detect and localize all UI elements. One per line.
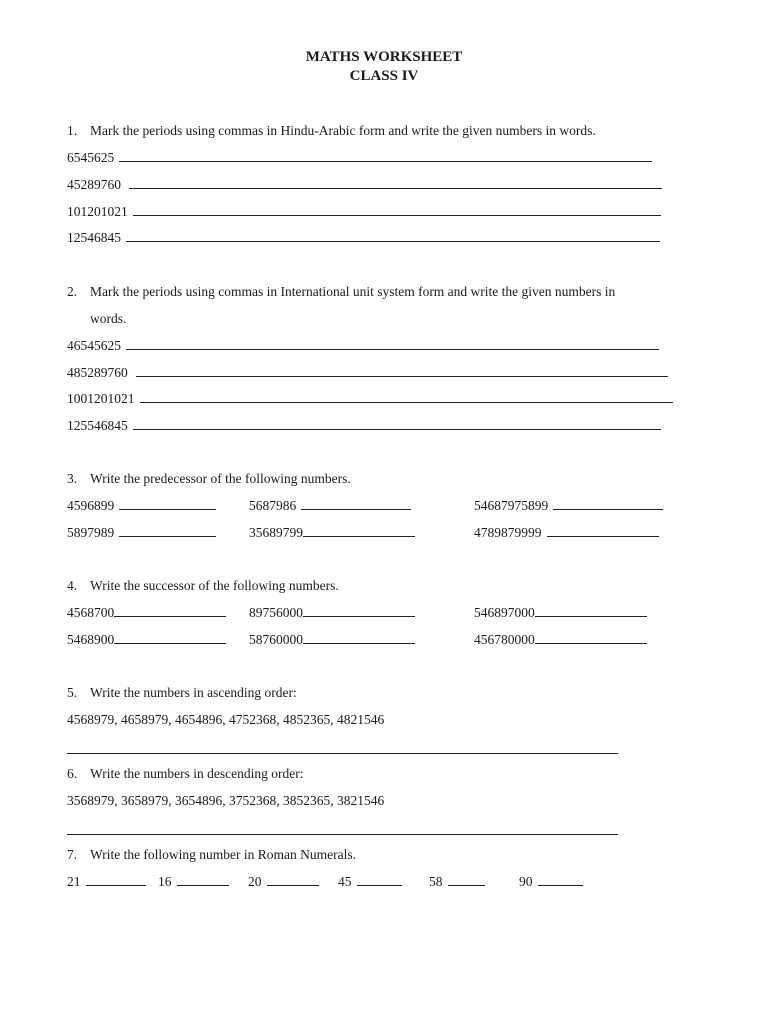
number-label: 16	[158, 874, 172, 889]
number-label: 45	[338, 874, 352, 889]
q7-item	[248, 873, 319, 891]
number-label: 12546845	[67, 230, 121, 245]
number-label: 4596899	[67, 498, 115, 513]
question-7	[67, 846, 356, 864]
q4-item	[249, 631, 415, 649]
answer-blank[interactable]	[553, 497, 663, 510]
question-text: Write the following number in Roman Numerals.	[90, 847, 357, 862]
answer-blank[interactable]	[140, 390, 673, 403]
worksheet-class: CLASS IV	[349, 68, 419, 84]
q2-item	[67, 417, 661, 435]
answer-line[interactable]	[67, 834, 618, 835]
q1-item	[67, 203, 661, 221]
number-label: 6545625	[67, 150, 115, 165]
question-2	[67, 283, 615, 301]
q7-item	[158, 873, 229, 891]
number-label: 4789879999	[474, 525, 542, 540]
q4-item	[67, 631, 226, 649]
number-label: 1001201021	[67, 391, 135, 406]
number-label: 456780000	[474, 632, 535, 647]
answer-line[interactable]	[67, 753, 618, 754]
q7-item	[519, 873, 583, 891]
answer-blank[interactable]	[303, 631, 415, 644]
answer-blank[interactable]	[119, 149, 652, 162]
question-text: Write the predecessor of the following numbers.	[90, 471, 351, 486]
number-label: 46545625	[67, 338, 121, 353]
answer-blank[interactable]	[357, 873, 402, 886]
question-text: Write the numbers in descending order:	[90, 766, 304, 781]
answer-blank[interactable]	[136, 364, 668, 377]
number-list: 4568979, 4658979, 4654896, 4752368, 4852365, 4821546	[67, 712, 385, 727]
answer-blank[interactable]	[301, 497, 411, 510]
answer-blank[interactable]	[114, 631, 226, 644]
q2-item	[67, 390, 673, 408]
q7-item	[429, 873, 485, 891]
q7-item	[338, 873, 402, 891]
number-label: 45289760	[67, 177, 121, 192]
answer-blank[interactable]	[86, 873, 146, 886]
q4-item	[474, 631, 647, 649]
question-number: 5.	[67, 685, 78, 700]
number-label: 58760000	[249, 632, 303, 647]
number-list: 3568979, 3658979, 3654896, 3752368, 3852365, 3821546	[67, 793, 385, 808]
question-number: 7.	[67, 847, 78, 862]
answer-blank[interactable]	[126, 229, 660, 242]
number-label: 125546845	[67, 418, 128, 433]
question-number: 3.	[67, 471, 78, 486]
number-label: 5897989	[67, 525, 115, 540]
question-text: Write the successor of the following numbers.	[90, 578, 339, 593]
answer-blank[interactable]	[547, 524, 659, 537]
question-6	[67, 765, 304, 783]
q3-item	[249, 497, 411, 515]
worksheet-title: MATHS WORKSHEET	[305, 49, 463, 65]
answer-blank[interactable]	[129, 176, 662, 189]
question-text: Mark the periods using commas in International unit system form and write the given numbers in	[90, 284, 616, 299]
q4-item	[249, 604, 415, 622]
q7-item	[67, 873, 146, 891]
answer-blank[interactable]	[114, 604, 226, 617]
question-number: 1.	[67, 123, 78, 138]
number-label: 35689799	[249, 525, 303, 540]
q3-item	[249, 524, 415, 542]
answer-blank[interactable]	[177, 873, 229, 886]
question-5	[67, 684, 297, 702]
answer-blank[interactable]	[119, 497, 216, 510]
question-4	[67, 577, 339, 595]
answer-blank[interactable]	[133, 417, 661, 430]
number-label: 20	[248, 874, 262, 889]
question-text-continued: words.	[90, 311, 127, 326]
number-label: 89756000	[249, 605, 303, 620]
answer-blank[interactable]	[448, 873, 485, 886]
question-3	[67, 470, 351, 488]
number-label: 101201021	[67, 204, 128, 219]
question-text: Write the numbers in ascending order:	[90, 685, 297, 700]
q3-item	[474, 497, 663, 515]
answer-blank[interactable]	[303, 524, 415, 537]
question-number: 2.	[67, 284, 78, 299]
number-label: 546897000	[474, 605, 535, 620]
number-label: 90	[519, 874, 533, 889]
q4-item	[474, 604, 647, 622]
q3-item	[67, 497, 216, 515]
q1-item	[67, 229, 660, 247]
q3-item	[474, 524, 659, 542]
q4-item	[67, 604, 226, 622]
answer-blank[interactable]	[303, 604, 415, 617]
question-number: 4.	[67, 578, 78, 593]
number-label: 5687986	[249, 498, 297, 513]
number-label: 54687975899	[474, 498, 549, 513]
q1-item	[67, 176, 662, 194]
answer-blank[interactable]	[133, 203, 661, 216]
q1-item	[67, 149, 652, 167]
answer-blank[interactable]	[535, 604, 647, 617]
question-1	[67, 122, 596, 140]
answer-blank[interactable]	[538, 873, 583, 886]
q3-item	[67, 524, 216, 542]
number-label: 58	[429, 874, 443, 889]
question-number: 6.	[67, 766, 78, 781]
q2-item	[67, 337, 659, 355]
answer-blank[interactable]	[267, 873, 319, 886]
answer-blank[interactable]	[126, 337, 659, 350]
q2-item	[67, 364, 668, 382]
answer-blank[interactable]	[535, 631, 647, 644]
number-label: 485289760	[67, 365, 128, 380]
number-label: 21	[67, 874, 81, 889]
question-text: Mark the periods using commas in Hindu-Arabic form and write the given numbers in words.	[90, 123, 596, 138]
answer-blank[interactable]	[119, 524, 216, 537]
number-label: 4568700	[67, 605, 115, 620]
number-label: 5468900	[67, 632, 115, 647]
